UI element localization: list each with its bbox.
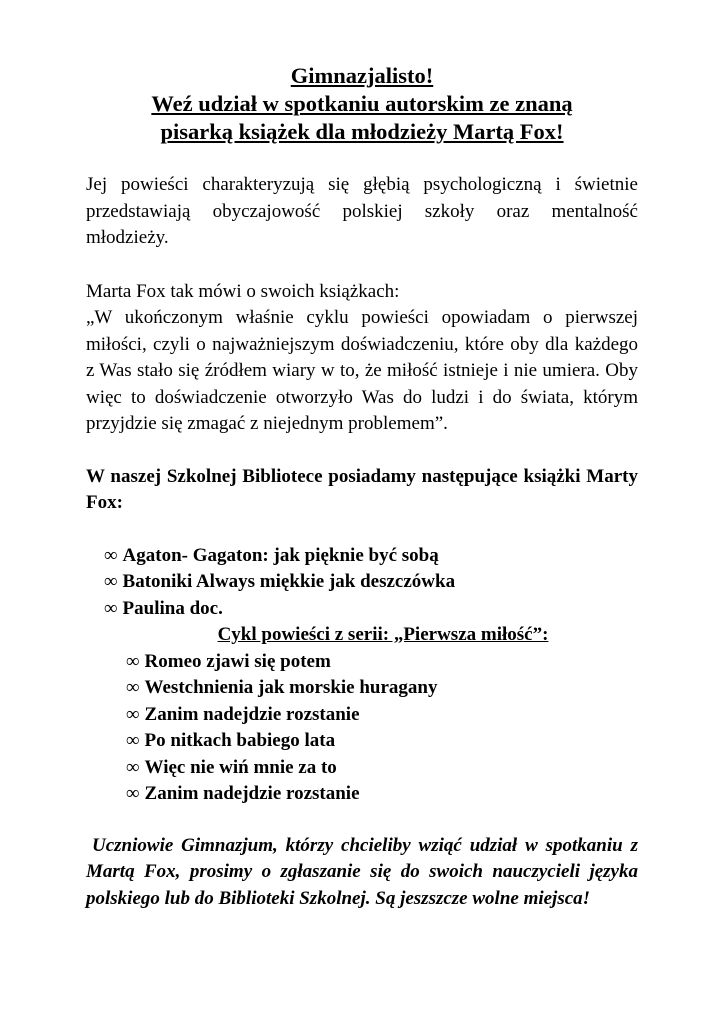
book-title: Zanim nadejdzie rozstanie xyxy=(144,783,360,804)
book-title: Romeo zjawi się potem xyxy=(144,650,331,672)
title-line: Weź udział w spotkaniu autorskim ze znaną xyxy=(151,91,573,116)
series-book-list xyxy=(86,649,638,808)
book-title: Więc nie wiń mnie za to xyxy=(144,756,337,778)
series-title: Cykl powieści z serii: „Pierwsza miłość”: xyxy=(217,624,549,645)
book-title: Batoniki Always miękkie jak deszczówka xyxy=(122,571,456,592)
infinity-bullet-icon: ∞ xyxy=(104,544,118,566)
book-title: Po nitkach babiego lata xyxy=(144,730,336,751)
list-item xyxy=(86,781,638,808)
list-item xyxy=(86,675,638,702)
list-item xyxy=(86,596,638,623)
document-page xyxy=(86,62,638,912)
book-title: Zanim nadejdzie rozstanie xyxy=(144,703,360,725)
infinity-bullet-icon: ∞ xyxy=(104,597,118,619)
infinity-bullet-icon: ∞ xyxy=(126,730,140,751)
list-item xyxy=(86,755,638,782)
page-title xyxy=(86,62,638,146)
author-quote: „W ukończonym właśnie cyklu powieści opowiadam o pierwszej miłości, czyli o najważniejszym doświadczeniu, które oby dla każdego z Was stało się źródłem wiary w to, że miłość istnieje i nie umiera. Oby więc to doświadczenie otworzyło Was do ludzi i do świata, którym przyjdzie się zmagać z niejednym problemem”. xyxy=(86,307,638,434)
infinity-bullet-icon: ∞ xyxy=(126,756,140,778)
list-item xyxy=(86,569,638,596)
infinity-bullet-icon: ∞ xyxy=(126,703,140,725)
closing-paragraph: Uczniowie Gimnazjum, którzy chcieliby wziąć udział w spotkaniu z Martą Fox, prosimy o zgłaszanie się do swoich nauczycieli języka polskiego lub do Biblioteki Szkolnej. Są jeszszcze wolne miejsca! xyxy=(86,834,638,909)
intro-paragraph: Jej powieści charakteryzują się głębią psychologiczną i świetnie przedstawiają obyczajowość polskiej szkoły oraz mentalność młodzieży. xyxy=(86,174,638,248)
list-item xyxy=(86,543,638,570)
book-title: Westchnienia jak morskie huragany xyxy=(144,677,438,698)
infinity-bullet-icon: ∞ xyxy=(126,783,140,804)
book-list xyxy=(86,543,638,623)
library-note: W naszej Szkolnej Bibliotece posiadamy następujące książki Marty Fox: xyxy=(86,465,638,513)
title-line: Gimnazjalisto! xyxy=(290,63,434,88)
book-title: Paulina doc. xyxy=(122,597,223,619)
infinity-bullet-icon: ∞ xyxy=(104,571,118,592)
infinity-bullet-icon: ∞ xyxy=(126,650,140,672)
list-item xyxy=(86,702,638,729)
infinity-bullet-icon: ∞ xyxy=(126,677,140,698)
quote-intro: Marta Fox tak mówi o swoich książkach: xyxy=(86,280,400,302)
list-item xyxy=(86,649,638,676)
book-title: Agaton- Gagaton: jak pięknie być sobą xyxy=(122,544,439,566)
title-line: pisarką książek dla młodzieży Martą Fox! xyxy=(160,119,564,144)
list-item xyxy=(86,728,638,755)
